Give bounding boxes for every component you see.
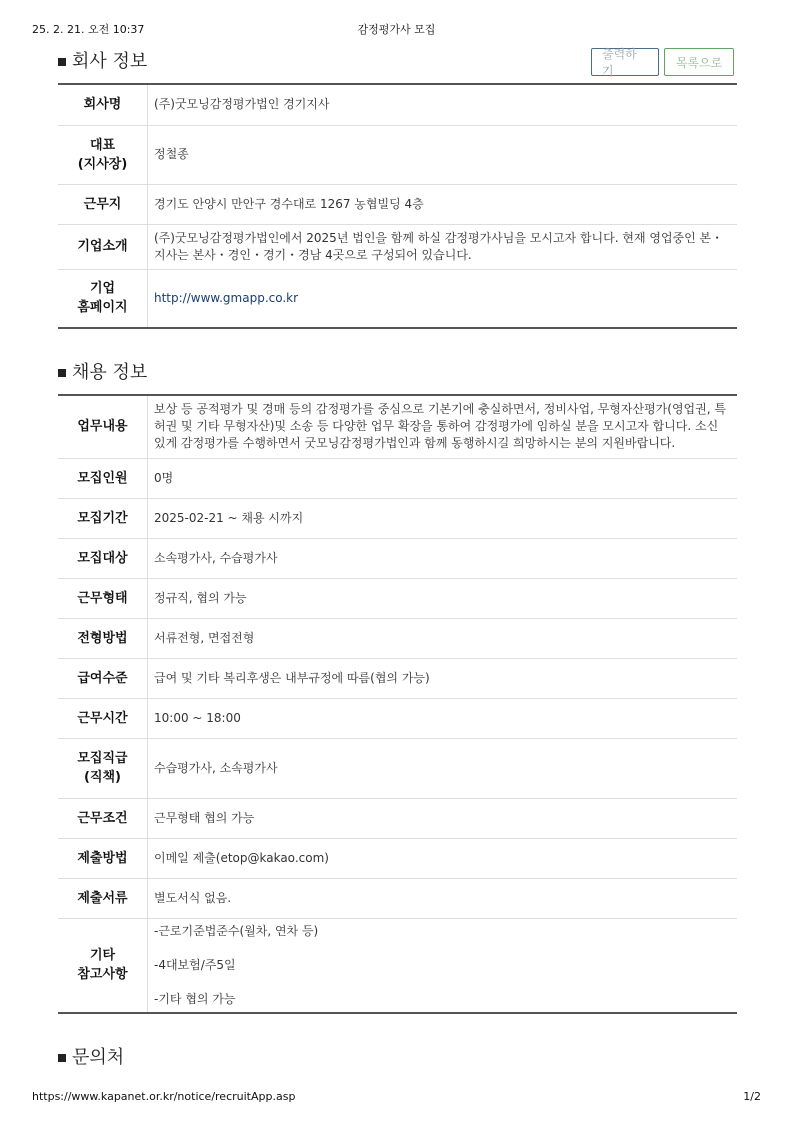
row-label: 근무조건 [58,798,148,838]
square-bullet-icon [58,369,66,377]
row-label: 근무시간 [58,698,148,738]
table-row [58,618,737,658]
back-to-list-button[interactable]: 목록으로 [664,48,734,76]
contact-heading [58,1043,124,1069]
homepage-link[interactable]: http://www.gmapp.co.kr [154,290,299,305]
row-value [148,918,738,1013]
table-row [58,498,737,538]
row-value: 2025-02-21 ~ 채용 시까지 [148,498,738,538]
row-value: 이메일 제출(etop@kakao.com) [148,838,738,878]
print-footer-url: https://www.kapanet.or.kr/notice/recruitApp.asp [32,1090,296,1103]
row-value: 별도서식 없음. [148,878,738,918]
row-label: 제출서류 [58,878,148,918]
table-row [58,184,737,224]
square-bullet-icon [58,58,66,66]
row-label: 근무형태 [58,578,148,618]
row-label: 모집대상 [58,538,148,578]
row-value: (주)굿모닝감정평가법인에서 2025년 법인을 함께 하실 감정평가사님을 모시고자 합니다. 현재 영업중인 본・지사는 본사・경인・경기・경남 4곳으로 구성되어 있습니다. [148,224,738,269]
recruit-info-heading-text: 채용 정보 [72,362,148,383]
table-row [58,698,737,738]
row-value [148,269,738,328]
row-label: 모집인원 [58,458,148,498]
print-page-number: 1/2 [743,1090,761,1103]
company-info-table [58,83,737,329]
table-row [58,918,737,1013]
print-title: 감정평가사 모집 [357,23,436,36]
table-row [58,224,737,269]
row-label: 기업소개 [58,224,148,269]
company-info-heading [58,47,147,73]
table-row [58,578,737,618]
row-label: 회사명 [58,84,148,125]
row-value: 정규직, 협의 가능 [148,578,738,618]
table-row [58,878,737,918]
company-info-heading-text: 회사 정보 [72,51,148,72]
row-label: 전형방법 [58,618,148,658]
note-line: -기타 협의 가능 [154,991,236,1006]
table-row [58,395,737,458]
table-row [58,658,737,698]
print-button[interactable]: 출력하기 [591,48,659,76]
contact-heading-text: 문의처 [72,1047,125,1068]
table-row [58,84,737,125]
table-row [58,458,737,498]
table-row [58,798,737,838]
row-label: 급여수준 [58,658,148,698]
recruit-info-heading [58,358,147,384]
row-label: 업무내용 [58,395,148,458]
row-value: 보상 등 공적평가 및 경매 등의 감정평가를 중심으로 기본기에 충실하면서, 정비사업, 무형자산평가(영업권, 특허권 및 기타 무형자산)및 소송 등 다양한 업무 확장을 통하여 감정평가에 임하실 분을 모시고자 합니다. 소신있게 감정평가를 수행하면서 굿모닝감정평가법인과 함께 동행하시길 희망하시는 분의 지원바랍니다. [148,395,738,458]
row-value: 0명 [148,458,738,498]
table-row [58,738,737,798]
row-value: 서류전형, 면접전형 [148,618,738,658]
table-row [58,838,737,878]
row-label: 근무지 [58,184,148,224]
row-value: (주)굿모닝감정평가법인 경기지사 [148,84,738,125]
row-value: 10:00 ~ 18:00 [148,698,738,738]
row-value: 수습평가사, 소속평가사 [148,738,738,798]
note-line: -근로기준법준수(월차, 연차 등) [154,923,319,938]
row-value: 경기도 안양시 만안구 경수대로 1267 농협빌딩 4층 [148,184,738,224]
note-line: -4대보험/주5일 [154,957,236,972]
row-label: 기업 홈페이지 [58,269,148,328]
row-value: 정철종 [148,125,738,184]
table-row [58,125,737,184]
row-label: 제출방법 [58,838,148,878]
row-value: 소속평가사, 수습평가사 [148,538,738,578]
row-value: 근무형태 협의 가능 [148,798,738,838]
row-label: 모집직급 (직책) [58,738,148,798]
row-label: 기타 참고사항 [58,918,148,1013]
row-label: 모집기간 [58,498,148,538]
table-row [58,538,737,578]
recruit-info-table [58,394,737,1014]
square-bullet-icon [58,1054,66,1062]
table-row [58,269,737,328]
row-value: 급여 및 기타 복리후생은 내부규정에 따름(협의 가능) [148,658,738,698]
row-label: 대표 (지사장) [58,125,148,184]
print-date: 25. 2. 21. 오전 10:37 [32,23,145,36]
